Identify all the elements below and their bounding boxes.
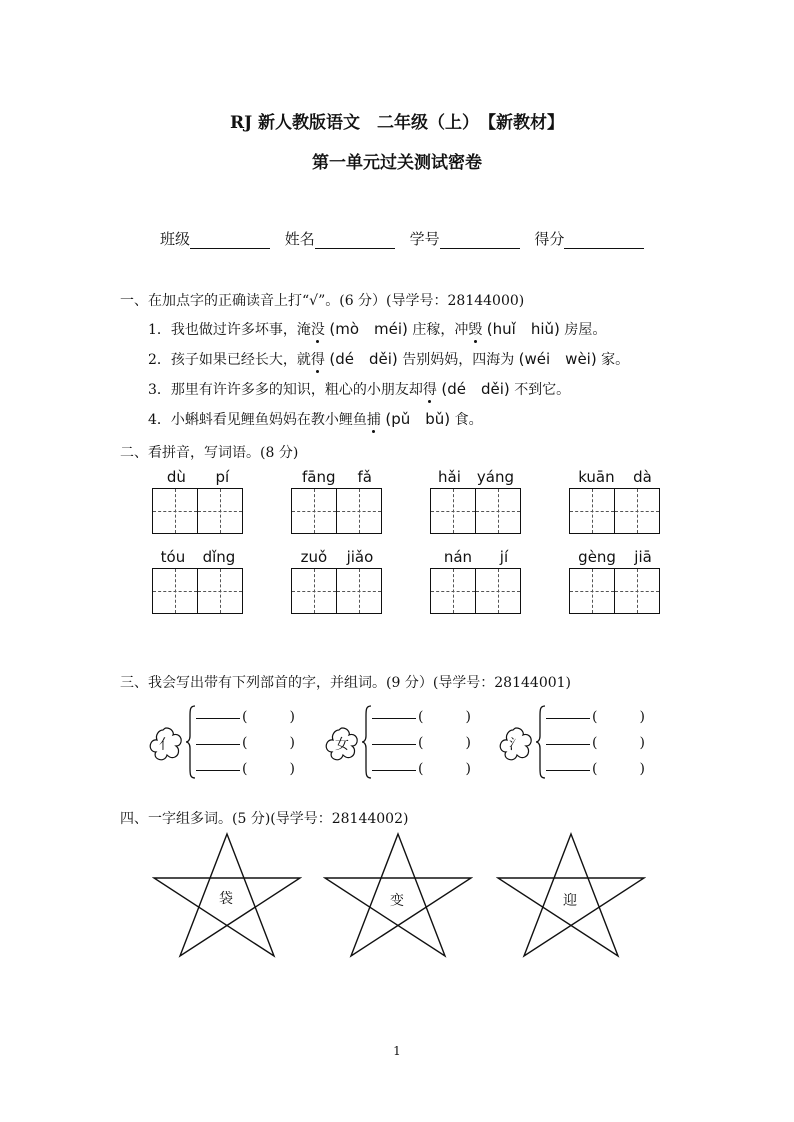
section3-title: 三、我会写出带有下列部首的字，并组词。(9 分）(导学号：28144001) — [120, 675, 571, 691]
answer-line[interactable] — [546, 770, 590, 771]
writing-box[interactable] — [291, 568, 337, 614]
q3-dotted-char: 得 — [422, 382, 437, 398]
writing-box[interactable] — [430, 568, 476, 614]
pinyin-syllable: nán — [443, 548, 473, 566]
q3-pinyin-choice[interactable]: (dé děi) — [441, 380, 510, 398]
radical-group-3 — [496, 704, 666, 780]
writing-box[interactable] — [476, 488, 521, 534]
pinyin-group-4 — [569, 468, 749, 534]
name-label: 姓名 — [284, 230, 315, 248]
q2-pinyin-choice-2[interactable]: (wéi wèi) — [518, 350, 597, 368]
q4-end-text: 食。 — [454, 412, 483, 428]
score-label: 得分 — [534, 230, 565, 248]
star-char: 迎 — [563, 893, 577, 909]
answer-line[interactable] — [372, 744, 416, 745]
answer-line[interactable] — [546, 718, 590, 719]
q1-mid-text: 庄稼，冲 — [412, 322, 469, 338]
writing-box[interactable] — [198, 568, 243, 614]
radical-char: 女 — [335, 737, 349, 753]
pinyin-syllable: pí — [215, 468, 230, 486]
question1-3 — [148, 378, 570, 399]
pinyin-syllable: jí — [499, 548, 509, 566]
section1-title: 一、在加点字的正确读音上打“√”。(6 分）(导学号：28144000) — [120, 293, 525, 309]
writing-box[interactable] — [430, 488, 476, 534]
radical-char: 亻 — [159, 737, 173, 753]
pinyin-syllable: gèng — [578, 548, 616, 566]
pinyin-syllable: dǐng — [202, 548, 236, 566]
word-paren[interactable]: ( ) — [242, 761, 295, 777]
pinyin-syllable: tóu — [160, 548, 186, 566]
pinyin-syllable: kuān — [578, 468, 615, 486]
brace-icon — [536, 704, 546, 780]
q3-text: 3．那里有许许多多的知识，粗心的小朋友却 — [148, 382, 423, 398]
student-info-row — [160, 228, 654, 249]
q1-dotted-char: 没 — [310, 322, 325, 338]
word-paren[interactable]: ( ) — [592, 735, 645, 751]
writing-box[interactable] — [198, 488, 243, 534]
pinyin-syllable: hǎi — [438, 468, 461, 486]
q2-pinyin-choice[interactable]: (dé děi) — [329, 350, 398, 368]
answer-line[interactable] — [196, 770, 240, 771]
writing-box[interactable] — [152, 488, 198, 534]
star-2 — [323, 832, 473, 958]
word-paren[interactable]: ( ) — [418, 735, 471, 751]
writing-box[interactable] — [337, 568, 382, 614]
word-paren[interactable]: ( ) — [592, 761, 645, 777]
pinyin-syllable: jiā — [634, 548, 652, 566]
q1-text: 1．我也做过许多坏事，淹 — [148, 322, 311, 338]
q4-pinyin-choice[interactable]: (pǔ bǔ) — [385, 410, 451, 428]
radical-group-2 — [322, 704, 492, 780]
word-paren[interactable]: ( ) — [242, 709, 295, 725]
name-field[interactable] — [315, 234, 395, 249]
class-label: 班级 — [160, 230, 191, 248]
q1-end-text: 房屋。 — [564, 322, 607, 338]
writing-box[interactable] — [569, 488, 615, 534]
star-3 — [496, 832, 646, 958]
answer-line[interactable] — [546, 744, 590, 745]
star-char: 袋 — [219, 891, 233, 907]
brace-icon — [362, 704, 372, 780]
writing-box[interactable] — [291, 488, 337, 534]
pinyin-syllable: yáng — [476, 468, 514, 486]
brace-icon — [186, 704, 196, 780]
class-field[interactable] — [190, 234, 270, 249]
writing-box[interactable] — [476, 568, 521, 614]
score-field[interactable] — [564, 234, 644, 249]
page-subtitle: 第一单元过关测试密卷 — [312, 153, 482, 173]
q4-dotted-char: 捕 — [366, 412, 381, 428]
pinyin-syllable: fāng — [302, 468, 336, 486]
question1-1 — [148, 318, 606, 339]
writing-box[interactable] — [569, 568, 615, 614]
pinyin-syllable: dù — [166, 468, 186, 486]
number-field[interactable] — [440, 234, 520, 249]
word-paren[interactable]: ( ) — [242, 735, 295, 751]
answer-line[interactable] — [372, 718, 416, 719]
q1-pinyin-choice-2[interactable]: (huǐ hiǔ) — [486, 320, 560, 338]
q1-dotted-char-2: 毁 — [468, 322, 483, 338]
q2-dotted-char: 得 — [310, 352, 325, 368]
word-paren[interactable]: ( ) — [418, 761, 471, 777]
pinyin-syllable: fǎ — [357, 468, 372, 486]
q1-pinyin-choice[interactable]: (mò méi) — [329, 320, 408, 338]
writing-box[interactable] — [152, 568, 198, 614]
word-paren[interactable]: ( ) — [418, 709, 471, 725]
page-title: RJ 新人教版语文 二年级（上） 【新教材】 — [229, 113, 565, 133]
page-number: 1 — [393, 1044, 401, 1058]
pinyin-syllable: zuǒ — [300, 548, 328, 566]
star-char: 变 — [390, 893, 404, 909]
number-label: 学号 — [409, 230, 440, 248]
writing-box[interactable] — [615, 488, 660, 534]
answer-line[interactable] — [196, 744, 240, 745]
radical-char: 氵 — [509, 737, 523, 753]
q3-end-text: 不到它。 — [514, 382, 571, 398]
writing-box[interactable] — [337, 488, 382, 534]
q2-text: 2．孩子如果已经长大，就 — [148, 352, 311, 368]
radical-group-1 — [146, 704, 316, 780]
pinyin-syllable: jiǎo — [346, 548, 374, 566]
star-1 — [152, 832, 302, 958]
section2-title: 二、看拼音，写词语。(8 分) — [120, 445, 299, 461]
pinyin-syllable: dà — [633, 468, 652, 486]
question1-4 — [148, 408, 483, 429]
q4-text: 4．小蝌蚪看见鲤鱼妈妈在教小鲤鱼 — [148, 412, 367, 428]
q2-mid-text: 告别妈妈，四海为 — [402, 352, 515, 368]
q2-end-text: 家。 — [601, 352, 630, 368]
writing-box[interactable] — [615, 568, 660, 614]
pinyin-group-8 — [569, 548, 749, 614]
answer-line[interactable] — [372, 770, 416, 771]
section4-title: 四、一字组多词。(5 分)(导学号：28144002) — [120, 811, 409, 827]
question1-2 — [148, 348, 629, 369]
answer-line[interactable] — [196, 718, 240, 719]
word-paren[interactable]: ( ) — [592, 709, 645, 725]
